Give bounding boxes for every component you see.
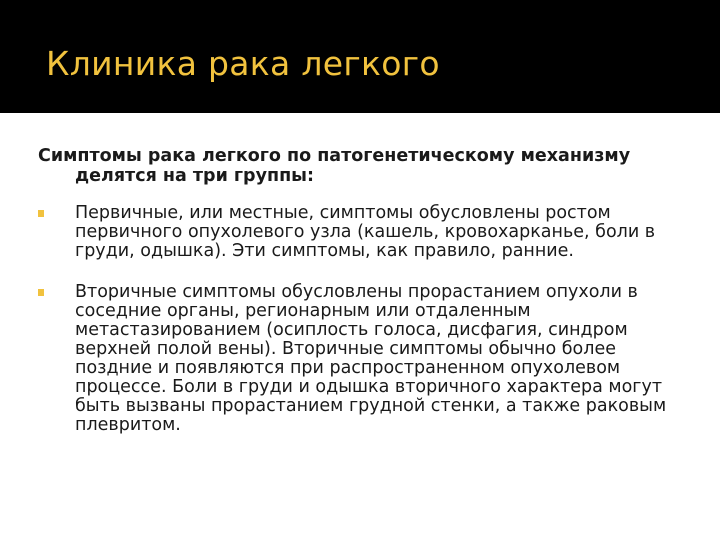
bullet-text: Вторичные симптомы обусловлены прорастанием опухоли в соседние органы, регионарным или отдаленным метастазированием (осиплость голоса, дисфагия, синдром верхней полой вены). Вторичные симптомы обычно более поздние и появляются при распространенном опухолевом процессе. Боли в груди и одышка вторичного характера могут быть вызваны прорастанием грудной стенки, а также раковым плевритом. <box>75 282 667 435</box>
title-bar <box>0 0 720 113</box>
bullet-item-secondary-symptoms <box>38 283 688 435</box>
slide-content <box>38 146 688 435</box>
bullet-item-primary-symptoms <box>38 204 688 261</box>
bullet-list <box>38 204 688 435</box>
intro-text: Симптомы рака легкого по патогенетическому механизму делятся на три группы: <box>38 146 631 186</box>
bullet-text: Первичные, или местные, симптомы обусловлены ростом первичного опухолевого узла (кашель, кровохарканье, боли в груди, одышка). Эти симптомы, как правило, ранние. <box>75 203 656 261</box>
square-bullet-icon <box>38 289 44 296</box>
slide-title: Клиника рака легкого <box>46 44 440 83</box>
square-bullet-icon <box>38 210 44 217</box>
